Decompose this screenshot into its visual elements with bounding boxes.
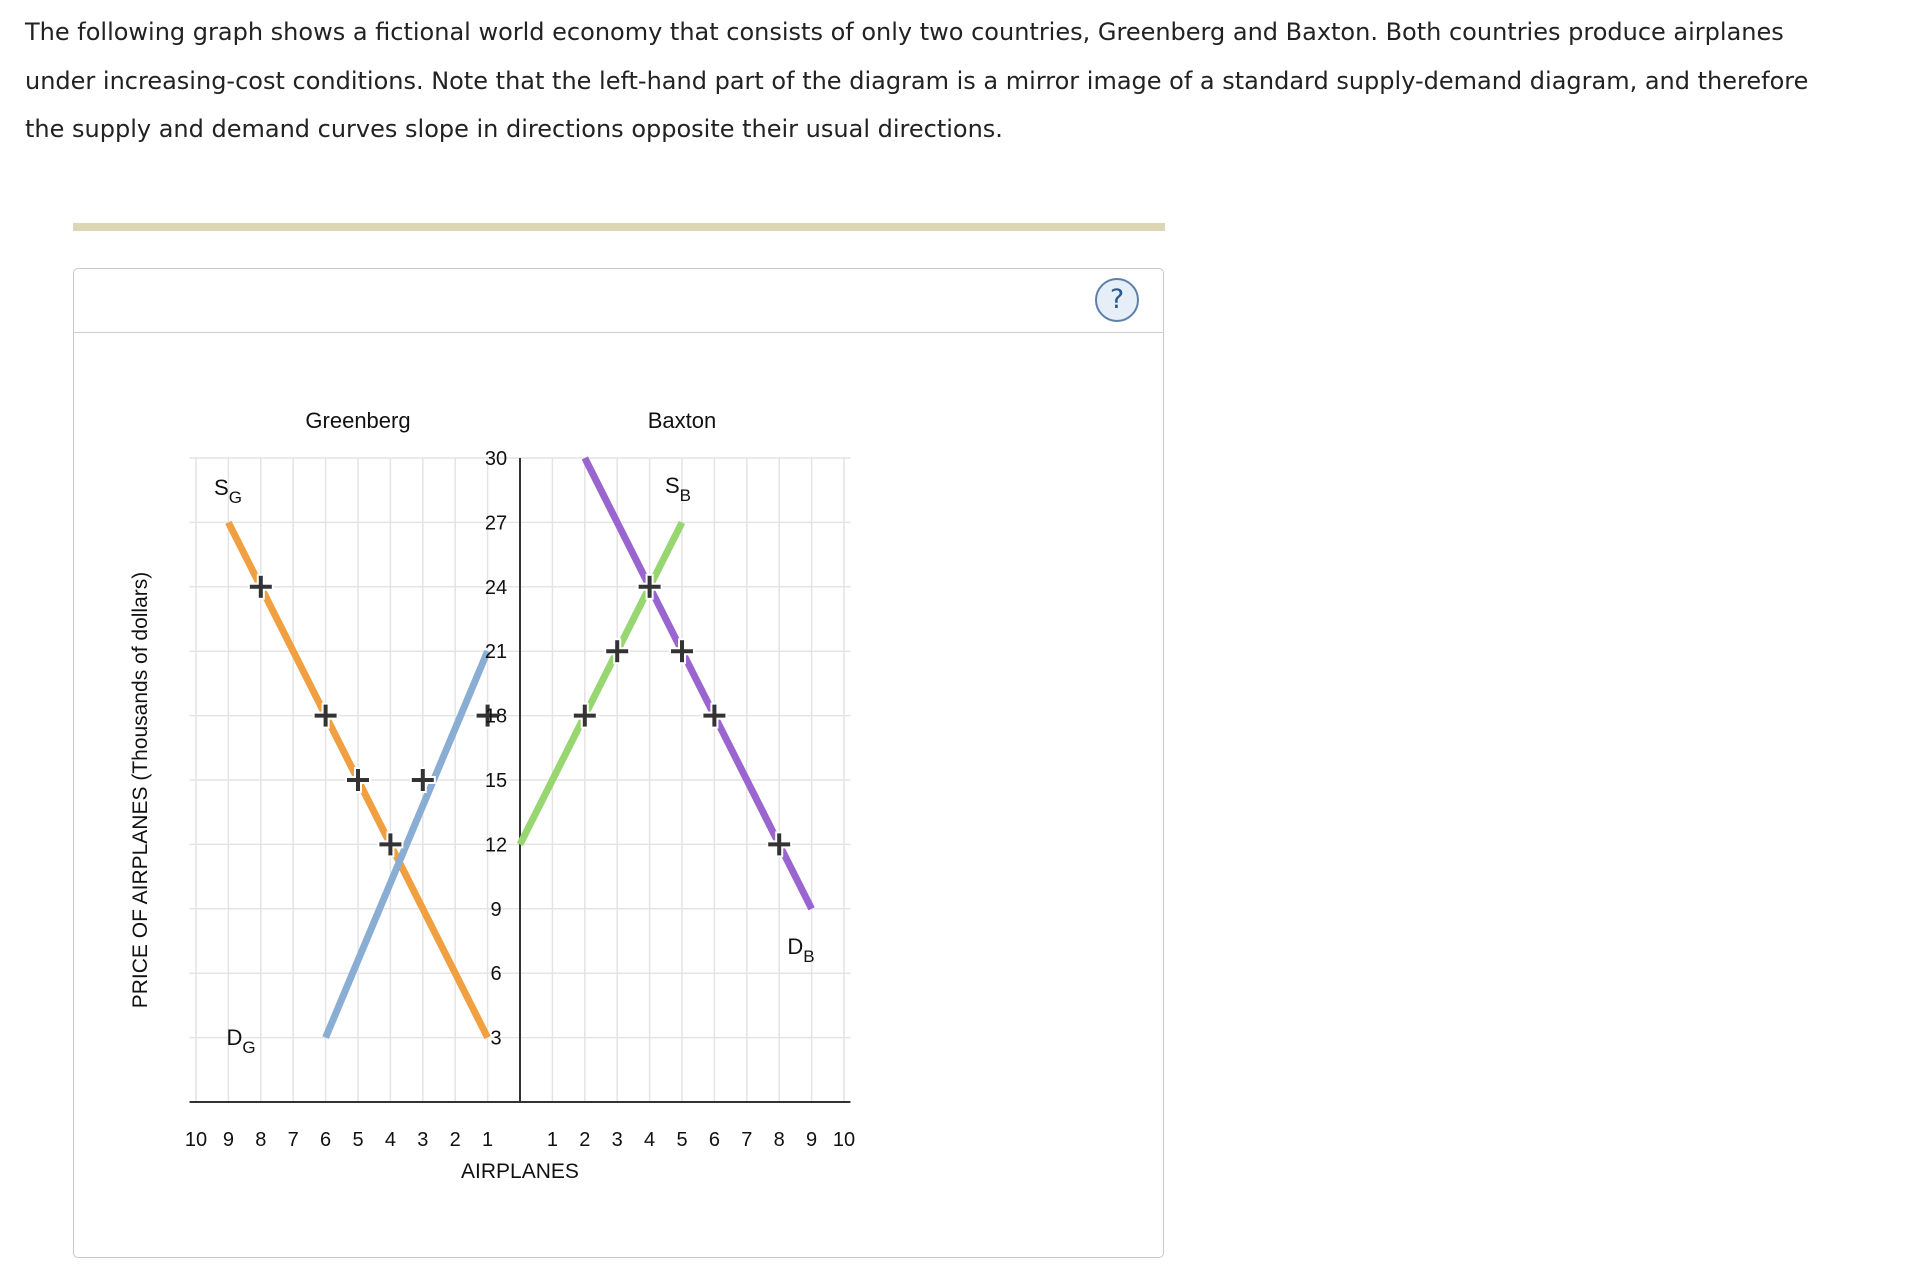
x-axis-label: AIRPLANES (461, 1160, 579, 1183)
plus-marker (604, 638, 630, 664)
x-tick-label-baxton: 6 (708, 1129, 720, 1151)
question-mark-icon: ? (1109, 284, 1125, 315)
y-tick-label: 12 (484, 834, 508, 857)
prompt-line-1: The following graph shows a fictional world economy that consists of only two countries, Greenberg and Baxton. Both countries produce airplanes (25, 18, 1784, 46)
plus-marker (669, 638, 695, 664)
curve-label-sb: $S_B$ (664, 473, 692, 505)
plus-marker (766, 831, 792, 857)
plus-marker (345, 767, 371, 793)
x-tick-label-baxton: 5 (676, 1129, 688, 1151)
panel-title-baxton: Baxton (647, 408, 717, 433)
x-tick-label-baxton: 1 (546, 1129, 558, 1151)
x-tick-label-baxton: 3 (611, 1129, 623, 1151)
plus-marker (637, 574, 663, 600)
y-tick-label: 27 (484, 512, 508, 535)
curve-label-dg: $D_G$ (226, 1025, 256, 1057)
prompt-line-3: the supply and demand curves slope in directions opposite their usual directions. (25, 115, 1003, 143)
x-tick-label-baxton: 2 (579, 1129, 591, 1151)
y-axis-label: PRICE OF AIRPLANES (Thousands of dollars) (129, 571, 152, 1009)
prompt-line-2: under increasing-cost conditions. Note that the left-hand part of the diagram is a mirror image of a standard supply-demand diagram, and therefore (25, 66, 1809, 95)
x-tick-label-greenberg: 6 (320, 1129, 332, 1151)
y-tick-label: 9 (490, 898, 502, 921)
x-tick-label-baxton: 4 (644, 1129, 656, 1151)
x-tick-label-greenberg: 9 (222, 1129, 234, 1151)
x-tick-label-greenberg: 3 (417, 1129, 429, 1151)
y-tick-label: 24 (484, 576, 508, 599)
curve-sb (520, 522, 682, 844)
curve-label-db: $D_B$ (787, 934, 815, 966)
y-tick-label: 30 (484, 448, 508, 470)
x-tick-label-greenberg: 8 (255, 1129, 267, 1151)
y-tick-label: 15 (484, 770, 508, 792)
x-tick-label-greenberg: 7 (287, 1129, 299, 1151)
y-tick-label: 3 (490, 1027, 502, 1050)
x-tick-label-greenberg: 1 (482, 1129, 494, 1151)
y-tick-label: 18 (484, 705, 508, 728)
x-tick-label-greenberg: 4 (384, 1129, 396, 1151)
x-tick-label-baxton: 8 (773, 1129, 785, 1151)
plus-marker (701, 703, 727, 729)
x-tick-label-baxton: 10 (832, 1129, 856, 1151)
plus-marker (313, 703, 339, 729)
x-tick-label-greenberg: 2 (449, 1129, 461, 1151)
y-tick-label: 6 (490, 963, 502, 986)
x-tick-label-greenberg: 5 (352, 1129, 364, 1151)
x-tick-label-baxton: 7 (741, 1129, 753, 1151)
plus-marker (248, 574, 274, 600)
x-tick-label-greenberg: 10 (184, 1129, 208, 1151)
panel-title-greenberg: Greenberg (305, 408, 411, 433)
x-tick-label-baxton: 9 (806, 1129, 818, 1151)
y-tick-label: 21 (484, 641, 508, 664)
plus-marker (572, 703, 598, 729)
curve-label-sg: $S_G$ (214, 475, 242, 507)
